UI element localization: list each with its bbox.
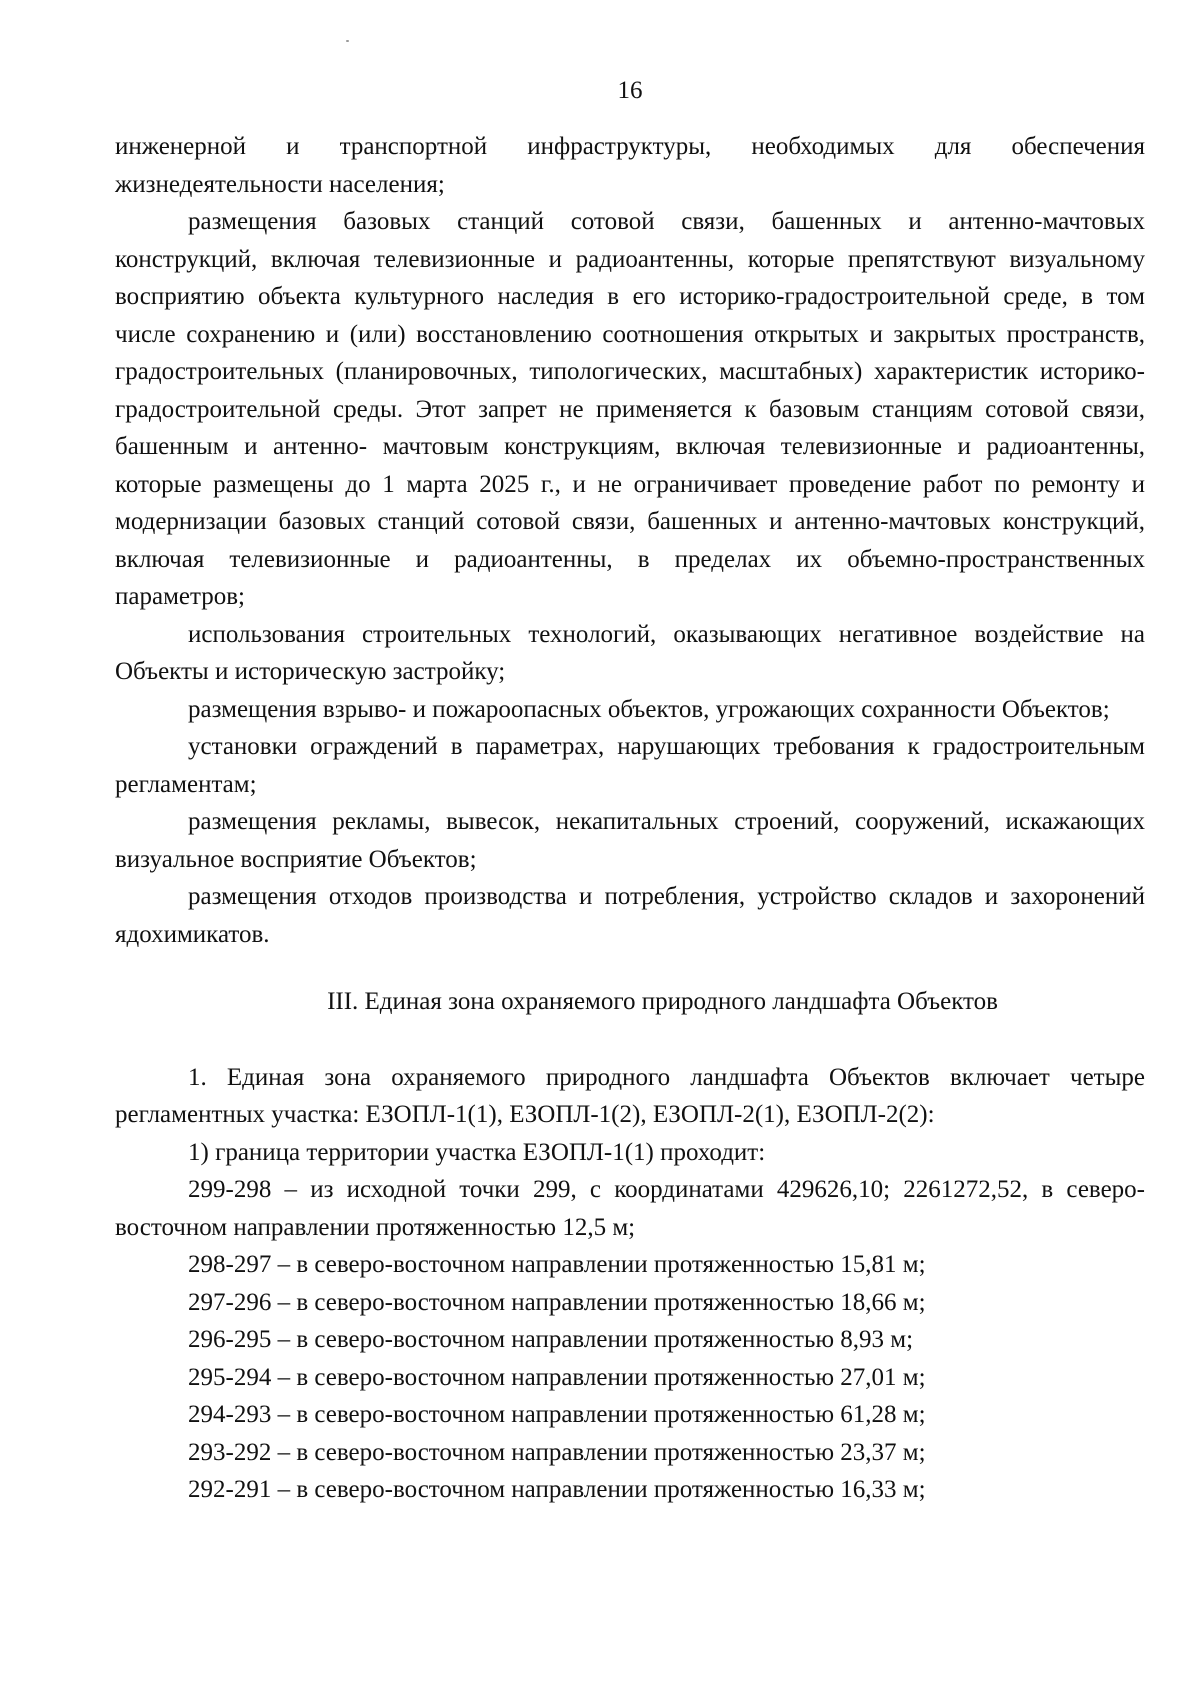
scan-artifact [346, 40, 349, 42]
section-heading: III. Единая зона охраняемого природного ландшафта Объектов [327, 988, 998, 1015]
paragraph: размещения рекламы, вывесок, некапитальных строений, сооружений, искажающих визуальное восприятие Объектов; [115, 808, 1145, 873]
boundary-segment: 295-294 – в северо-восточном направлении протяженностью 27,01 м; [188, 1363, 926, 1391]
spacer [115, 953, 1145, 983]
boundary-segment: 293-292 – в северо-восточном направлении протяженностью 23,37 м; [188, 1438, 926, 1466]
paragraph: инженерной и транспортной инфраструктуры, необходимых для обеспечения жизнедеятельности населения; [115, 133, 1145, 198]
paragraph: размещения отходов производства и потребления, устройство складов и захоронений ядохимикатов. [115, 883, 1145, 948]
boundary-segment-list [115, 1246, 1145, 1509]
paragraph: размещения базовых станций сотовой связи, башенных и антенно-мачтовых конструкций, включая телевизионные и радиоантенны, которые препятствуют визуальному восприятию объекта культурного наследия в его историко-градостроительной среде, в том числе сохранению и (или) восстановлению соотношения открытых и закрытых пространств, градостроительных (планировочных, типологических, масштабных) характеристик историко-градостроительной среды. Этот запрет не применяется к базовым станциям сотовой связи, башенным и антенно- мачтовым конструкциям, включая телевизионные и радиоантенны, которые размещены до 1 марта 2025 г., и не ограничивает проведение работ по ремонту и модернизации базовых станций сотовой связи, башенных и антенно-мачтовых конструкций, включая телевизионные и радиоантенны, в пределах их объемно-пространственных параметров; [115, 208, 1145, 610]
boundary-title: 1) граница территории участка ЕЗОПЛ-1(1) проходит: [188, 1138, 766, 1166]
paragraph: размещения взрыво- и пожароопасных объектов, угрожающих сохранности Объектов; [188, 695, 1110, 723]
boundary-segment: 292-291 – в северо-восточном направлении протяженностью 16,33 м; [188, 1476, 926, 1503]
boundary-segment: 296-295 – в северо-восточном направлении протяженностью 8,93 м; [188, 1326, 914, 1353]
boundary-segment: 297-296 – в северо-восточном направлении протяженностью 18,66 м; [188, 1288, 926, 1316]
section-intro: 1. Единая зона охраняемого природного ландшафта Объектов включает четыре регламентных участка: ЕЗОПЛ-1(1), ЕЗОПЛ-1(2), ЕЗОПЛ-2(1), ЕЗОПЛ-2(2): [115, 1063, 1145, 1128]
paragraph: использования строительных технологий, оказывающих негативное воздействие на Объекты и историческую застройку; [115, 620, 1145, 685]
boundary-segment: 298-297 – в северо-восточном направлении протяженностью 15,81 м; [188, 1251, 926, 1278]
boundary-segment: 294-293 – в северо-восточном направлении протяженностью 61,28 м; [188, 1401, 926, 1428]
boundary-segment: 299-298 – из исходной точки 299, с координатами 429626,10; 2261272,52, в северо-восточном направлении протяженностью 12,5 м; [115, 1176, 1145, 1241]
document-body [115, 128, 1145, 1509]
spacer [115, 1021, 1145, 1059]
page-number: 16 [617, 77, 643, 104]
paragraph: установки ограждений в параметрах, нарушающих требования к градостроительным регламентам; [115, 733, 1145, 798]
